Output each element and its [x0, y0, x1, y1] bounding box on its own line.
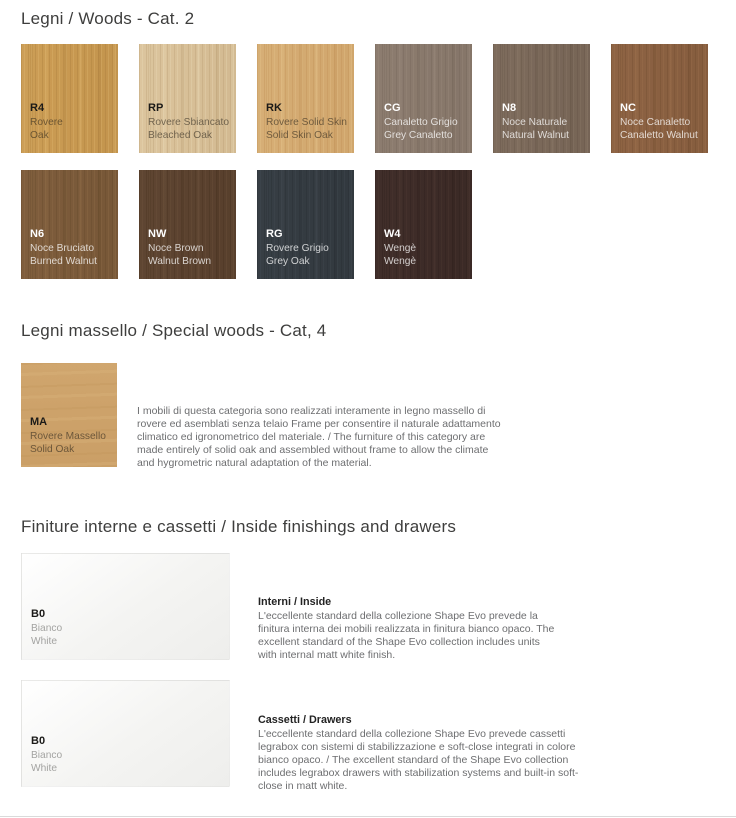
swatch-label — [31, 608, 62, 649]
swatch-label — [30, 102, 63, 143]
swatch-name-en: White — [31, 636, 58, 648]
swatch-w4 — [375, 170, 472, 279]
swatch-label — [502, 102, 569, 143]
swatch-code: NC — [620, 102, 636, 115]
swatch-label — [30, 416, 106, 457]
swatch-label — [148, 102, 229, 143]
swatch-name-it: Canaletto Grigio — [384, 117, 458, 129]
swatch-code: RP — [148, 102, 164, 115]
swatch-rk — [257, 44, 354, 153]
finishes-section-title: Finiture interne e cassetti / Inside finishings and drawers — [21, 517, 457, 536]
swatch-code: RK — [266, 102, 282, 115]
swatch-name-en: Solid Oak — [30, 444, 75, 456]
swatch-code: W4 — [384, 228, 401, 241]
swatch-label — [30, 228, 97, 269]
swatch-name-en: Grey Canaletto — [384, 130, 453, 142]
swatch-name-it: Rovere Sbiancato — [148, 117, 229, 129]
swatch-nw — [139, 170, 236, 279]
swatch-name-it: Bianco — [31, 623, 63, 635]
bottom-divider — [0, 816, 736, 817]
swatch-label — [384, 228, 416, 269]
swatch-label — [620, 102, 698, 143]
swatch-code: B0 — [31, 735, 46, 748]
swatch-r4 — [21, 44, 118, 153]
swatch-code: MA — [30, 416, 48, 429]
swatch-label — [384, 102, 458, 143]
drawers-description: L'eccellente standard della collezione Shape Evo prevede cassetti legrabox con sistemi di stabilizzazione e soft-close integrati in colore bianco opaco. / The excellent standard of the Shape Evo collection includes legrabox drawers with stabilization systems and built-in soft-close in matt white. — [258, 728, 579, 793]
swatch-name-en: Solid Skin Oak — [266, 130, 333, 142]
swatch-name-en: Grey Oak — [266, 256, 310, 268]
swatch-name-it: Bianco — [31, 750, 63, 762]
swatch-label — [148, 228, 211, 269]
swatch-rp — [139, 44, 236, 153]
swatch-name-en: Burned Walnut — [30, 256, 98, 268]
swatch-b0-drawers — [21, 680, 230, 787]
woods-section-title: Legni / Woods - Cat. 2 — [21, 9, 195, 28]
swatch-ma — [21, 363, 117, 467]
drawers-subheading: Cassetti / Drawers — [258, 714, 352, 726]
inside-subheading: Interni / Inside — [258, 596, 332, 608]
swatch-code: RG — [266, 228, 283, 241]
swatch-code: N6 — [30, 228, 45, 241]
swatch-n8 — [493, 44, 590, 153]
swatch-rg — [257, 170, 354, 279]
swatch-name-en: Canaletto Walnut — [620, 130, 698, 142]
swatch-code: B0 — [31, 608, 46, 621]
swatch-name-it: Noce Naturale — [502, 117, 568, 129]
swatch-name-it: Wengè — [384, 243, 417, 255]
swatch-code: NW — [148, 228, 167, 241]
swatch-name-it: Rovere — [30, 117, 63, 129]
swatch-b0-inside — [21, 553, 230, 660]
swatch-label — [266, 228, 329, 269]
special-woods-description: I mobili di questa categoria sono realizzati interamente in legno massello di rovere ed asemblati senza telaio Frame per consentire il naturale adattamento climatico ed igronometrico del materiale. / The furniture of this category are made entirely of solid oak and assembled without frame to allow the climate and hygrometric natural adaptation of the material. — [137, 405, 501, 470]
swatch-name-en: Wengè — [384, 256, 417, 268]
swatch-name-en: Oak — [30, 130, 49, 142]
swatch-name-it: Noce Canaletto — [620, 117, 691, 129]
swatch-nc — [611, 44, 708, 153]
swatch-code: N8 — [502, 102, 517, 115]
swatch-name-it: Rovere Massello — [30, 431, 106, 443]
swatch-code: CG — [384, 102, 401, 115]
swatch-cg — [375, 44, 472, 153]
inside-description: L'eccellente standard della collezione Shape Evo prevede la finitura interna dei mobili realizzata in finitura bianco opaco. The excellent standard of the Shape Evo collection includes units with internal matt white finish. — [258, 610, 555, 662]
swatch-name-en: Walnut Brown — [148, 256, 212, 268]
swatch-name-it: Noce Brown — [148, 243, 204, 255]
swatch-name-it: Noce Bruciato — [30, 243, 94, 255]
swatch-n6 — [21, 170, 118, 279]
swatch-name-en: Bleached Oak — [148, 130, 212, 142]
swatch-name-en: Natural Walnut — [502, 130, 569, 142]
swatch-label — [31, 735, 62, 776]
swatch-name-en: White — [31, 763, 58, 775]
swatch-name-it: Rovere Solid Skin — [266, 117, 347, 129]
swatch-name-it: Rovere Grigio — [266, 243, 329, 255]
special-woods-section-title: Legni massello / Special woods - Cat, 4 — [21, 321, 327, 340]
swatch-code: R4 — [30, 102, 45, 115]
swatch-label — [266, 102, 347, 143]
